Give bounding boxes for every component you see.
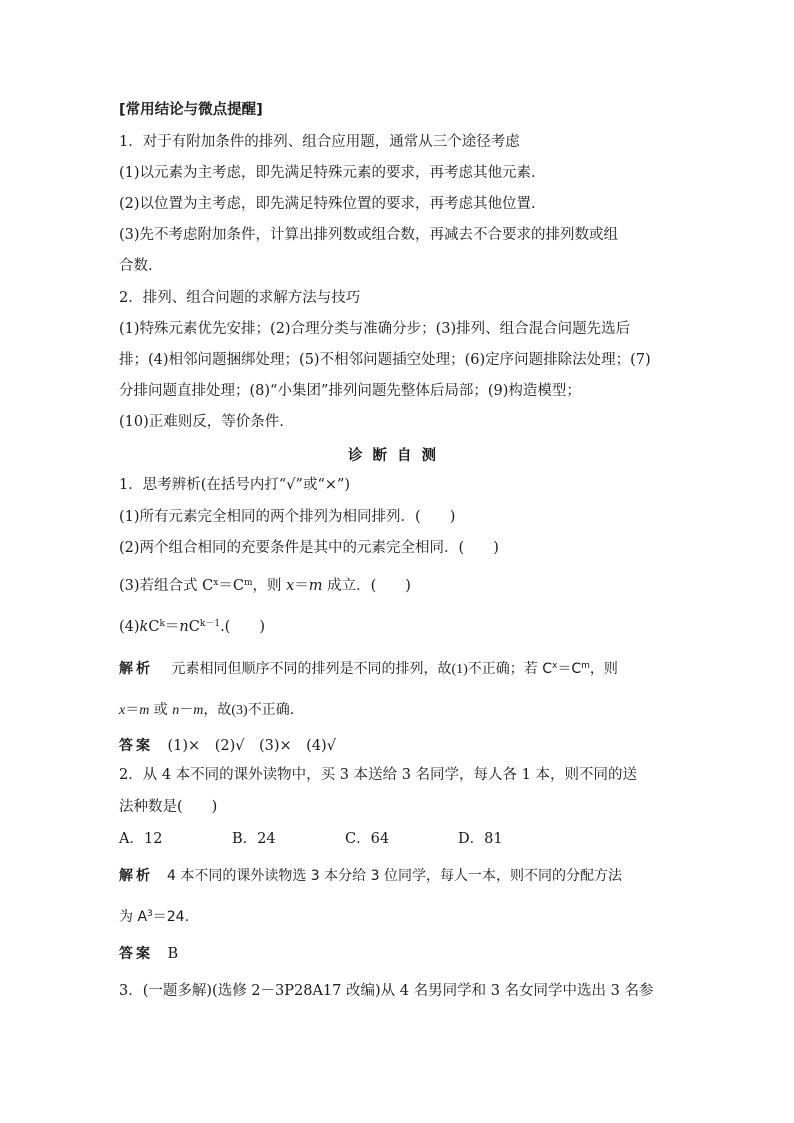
q2-title-line1: 2．从 4 本不同的课外读物中，买 3 本送给 3 名同学，每人各 1 本，则不同的送 (119, 767, 637, 783)
q2-analysis-line1: 解析 4 本不同的课外读物选 3 本分给 3 位同学，每人一本，则不同的分配方法 (119, 868, 622, 884)
q1-title: 1．思考辨析(在括号内打“√”或“×”) (119, 477, 351, 493)
q2-options (119, 829, 571, 849)
q2-analysis-line2: 为 $A^3=24$. (119, 909, 190, 925)
q2-option-d: D．81 (458, 831, 503, 847)
tip2-line1: (1)特殊元素优先安排；(2)合理分类与准确分步；(3)排列、组合混合问题先选后 (119, 321, 631, 337)
tip2-line4: (10)正难则反，等价条件. (119, 414, 284, 430)
q1-analysis-line2: x＝m 或 n－m，故(3)不正确． (119, 702, 304, 718)
q2-answer: 答案 B (119, 946, 179, 962)
q1-statement-3: (3)若组合式 $C^x=C^m$，则 x＝m 成立．( ) (119, 578, 411, 594)
tip2-line2: 排；(4)相邻问题捆绑处理；(5)不相邻问题插空处理；(6)定序问题排除法处理；(7) (119, 352, 651, 368)
q3-title: 3．(一题多解)(选修 2－3P28A17 改编)从 4 名男同学和 3 名女同学中选出 3 名参 (119, 983, 654, 999)
q1-analysis-line1: 解析 元素相同但顺序不同的排列是不同的排列，故(1)不正确；若 $C^x=C^m$，则 (119, 661, 618, 677)
q1-statement-2: (2)两个组合相同的充要条件是其中的元素完全相同．( ) (119, 540, 499, 556)
q2-option-c: C．64 (345, 831, 390, 847)
tip2-title: 2．排列、组合问题的求解方法与技巧 (119, 290, 361, 306)
q1-answer: 答案 (1)× (2)√ (3)× (4)√ (119, 738, 336, 754)
tips-heading: [常用结论与微点提醒] (119, 102, 263, 118)
section-title: 诊断自测 (348, 448, 446, 464)
tip1-item-b: (2)以位置为主考虑，即先满足特殊位置的要求，再考虑其他位置. (119, 196, 536, 212)
tip1-item-c-line1: (3)先不考虑附加条件，计算出排列数或组合数，再减去不合要求的排列数或组 (119, 227, 619, 243)
q1-statement-4: $(4)kC^k=nC^{k-1}$.( ) (119, 619, 265, 635)
q1-statement-1: (1)所有元素完全相同的两个排列为相同排列．( ) (119, 509, 456, 525)
q2-title-line2: 法种数是( ) (119, 799, 218, 815)
q2-option-a: A．12 (119, 831, 163, 847)
q2-option-b: B．24 (232, 831, 276, 847)
tip1-title: 1．对于有附加条件的排列、组合应用题，通常从三个途径考虑 (119, 134, 520, 150)
tip1-item-c-line2: 合数. (119, 258, 153, 274)
tip1-item-a: (1)以元素为主考虑，即先满足特殊元素的要求，再考虑其他元素. (119, 165, 536, 181)
tip2-line3: 分排问题直排处理；(8)“小集团”排列问题先整体后局部；(9)构造模型； (119, 383, 581, 399)
